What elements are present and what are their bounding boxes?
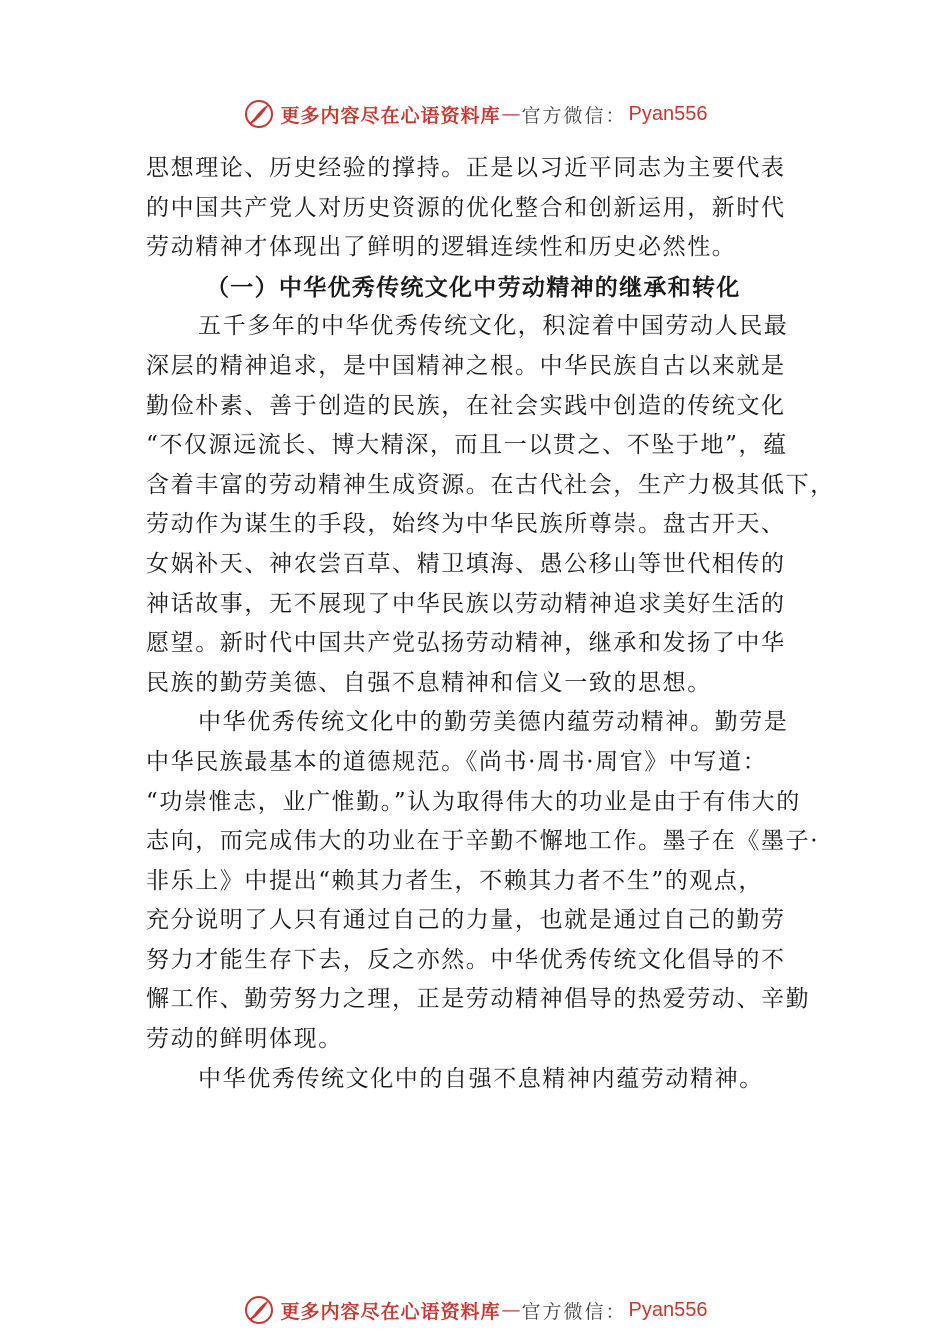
text-line: 努力才能生存下去，反之亦然。中华优秀传统文化倡导的不 <box>146 946 786 973</box>
text-line: 劳动的鲜明体现。 <box>146 1026 343 1053</box>
section-heading: （一）中华优秀传统文化中劳动精神的继承和转化 <box>206 273 741 301</box>
text-line: 勤俭朴素、善于创造的民族，在社会实践中创造的传统文化 <box>146 392 786 419</box>
text-line: 愿望。新时代中国共产党弘扬劳动精神，继承和发扬了中华 <box>146 630 786 657</box>
text-line: 女娲补天、神农尝百草、精卫填海、愚公移山等世代相传的 <box>146 550 786 577</box>
text-line: 民族的勤劳美德、自强不息精神和信义一致的思想。 <box>146 669 712 696</box>
paragraph-start: 中华优秀传统文化中的自强不息精神内蕴劳动精神。 <box>198 1065 764 1092</box>
banner-separator: — <box>501 1299 521 1321</box>
wechat-label: 官方微信： <box>521 1300 627 1323</box>
paragraph-start: 五千多年的中华优秀传统文化，积淀着中国劳动人民最 <box>198 313 789 340</box>
text-line: 中华民族最基本的道德规范。《尚书·周书·周官》中写道： <box>146 748 768 775</box>
text-line: 劳动作为谋生的手段，始终为中华民族所尊崇。盘古开天、 <box>146 511 786 538</box>
footer-banner <box>0 1290 950 1330</box>
quill-logo-icon <box>243 98 275 130</box>
text-line: 充分说明了人只有通过自己的力量，也就是通过自己的勤劳 <box>146 907 786 934</box>
text-line: 深层的精神追求，是中国精神之根。中华民族自古以来就是 <box>146 352 786 379</box>
wechat-label: 官方微信： <box>521 104 627 127</box>
text-line: 非乐上》中提出“赖其力者生，不赖其力者不生”的观点， <box>146 867 764 894</box>
text-line: 思想理论、历史经验的撑持。正是以习近平同志为主要代表 <box>146 155 786 181</box>
text-line: “功崇惟志，业广惟勤。”认为取得伟大的功业是由于有伟大的 <box>146 788 801 815</box>
text-line: 劳动精神才体现出了鲜明的逻辑连续性和历史必然性。 <box>146 234 737 261</box>
paragraph-start: 中华优秀传统文化中的勤劳美德内蕴劳动精神。勤劳是 <box>198 709 789 736</box>
quill-logo-icon <box>243 1294 275 1326</box>
brand-text: 更多内容尽在心语资料库 <box>280 104 501 127</box>
text-line: 含着丰富的劳动精神生成资源。在古代社会，生产力极其低下， <box>146 471 835 498</box>
text-line: 懈工作、勤劳努力之理，正是劳动精神倡导的热爱劳动、辛勤 <box>146 986 811 1013</box>
wechat-id: Pyan556 <box>628 102 708 125</box>
text-line: 的中国共产党人对历史资源的优化整合和创新运用，新时代 <box>146 194 786 221</box>
brand-text: 更多内容尽在心语资料库 <box>280 1300 501 1323</box>
document-body <box>146 149 835 1099</box>
text-line: 志向，而完成伟大的功业在于辛勤不懈地工作。墨子在《墨子· <box>146 828 820 855</box>
wechat-id: Pyan556 <box>628 1298 708 1321</box>
header-banner <box>0 94 950 134</box>
text-line: “不仅源远流长、博大精深，而且一以贯之、不坠于地”，蕴 <box>146 432 788 459</box>
banner-separator: — <box>501 103 521 125</box>
text-line: 神话故事，无不展现了中华民族以劳动精神追求美好生活的 <box>146 590 786 617</box>
